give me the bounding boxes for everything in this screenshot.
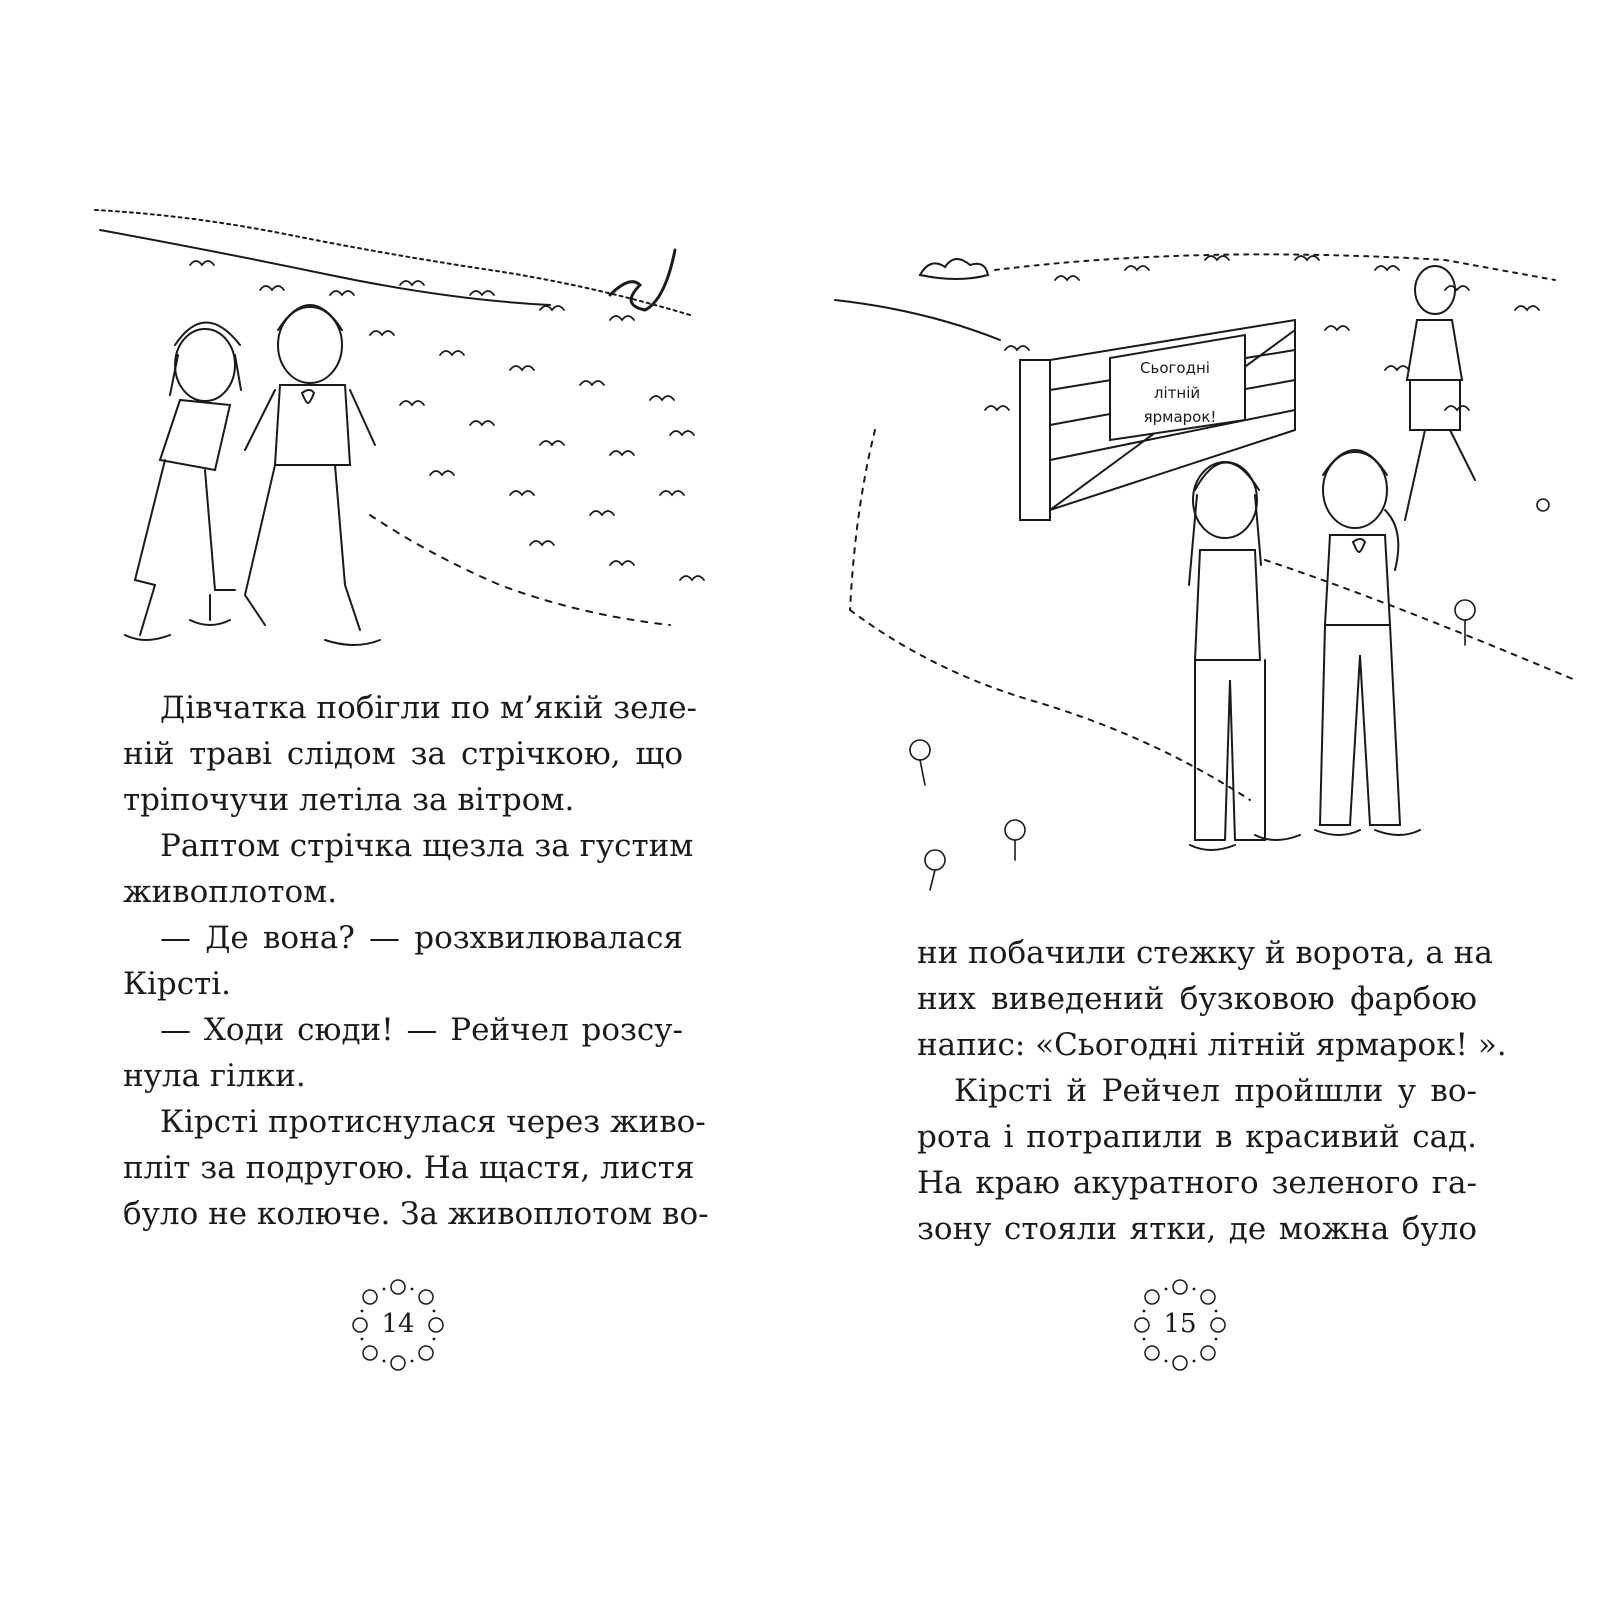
sign-line: Сьогодні (1140, 359, 1210, 377)
text-line: напис: «Сьогодні літній ярмарок! ». (917, 1027, 1507, 1063)
text-line: Кірсті. (123, 966, 232, 1002)
sign-line: ярмарок! (1143, 408, 1217, 426)
sign-line: літній (1153, 384, 1201, 402)
text-line: — Ходи сюди! — Рейчел розсу- (160, 1012, 683, 1048)
text-line: зону стояли ятки, де можна було (917, 1211, 1477, 1247)
illustration-girls-running (70, 195, 750, 685)
text-line: Кірсті й Рейчел пройшли у во- (954, 1073, 1477, 1109)
text-line: На краю акуратного зеленого га- (917, 1165, 1477, 1201)
text-line: — Де вона? — розхвилювалася (160, 920, 683, 956)
illustration-garden-gate (825, 230, 1585, 910)
text-line: Кірсті протиснулася через живо- (160, 1104, 706, 1140)
text-line: Дівчатка побігли по м’якій зеле- (160, 690, 698, 726)
text-line: рота і потрапили в красивий сад. (917, 1119, 1477, 1155)
page-number-ornament (348, 1275, 448, 1375)
text-line: них виведений бузковою фарбою (917, 981, 1477, 1017)
left-body-text (123, 685, 709, 1237)
page-number-ornament (1130, 1275, 1230, 1375)
page-number: 15 (1163, 1309, 1197, 1339)
page-number: 14 (381, 1309, 415, 1339)
text-line: Раптом стрічка щезла за густим (160, 828, 694, 864)
right-body-text (917, 930, 1507, 1252)
text-line: живоплотом. (123, 874, 338, 910)
text-line: було не колюче. За живоплотом во- (123, 1196, 709, 1232)
text-line: ній траві слідом за стрічкою, що (123, 736, 683, 772)
right-page (800, 0, 1600, 1600)
text-line: пліт за подругою. На щастя, листя (123, 1150, 695, 1186)
text-line: тріпочучи летіла за вітром. (123, 782, 575, 818)
text-line: нула гілки. (123, 1058, 306, 1094)
text-line: ни побачили стежку й ворота, а на (917, 935, 1493, 971)
